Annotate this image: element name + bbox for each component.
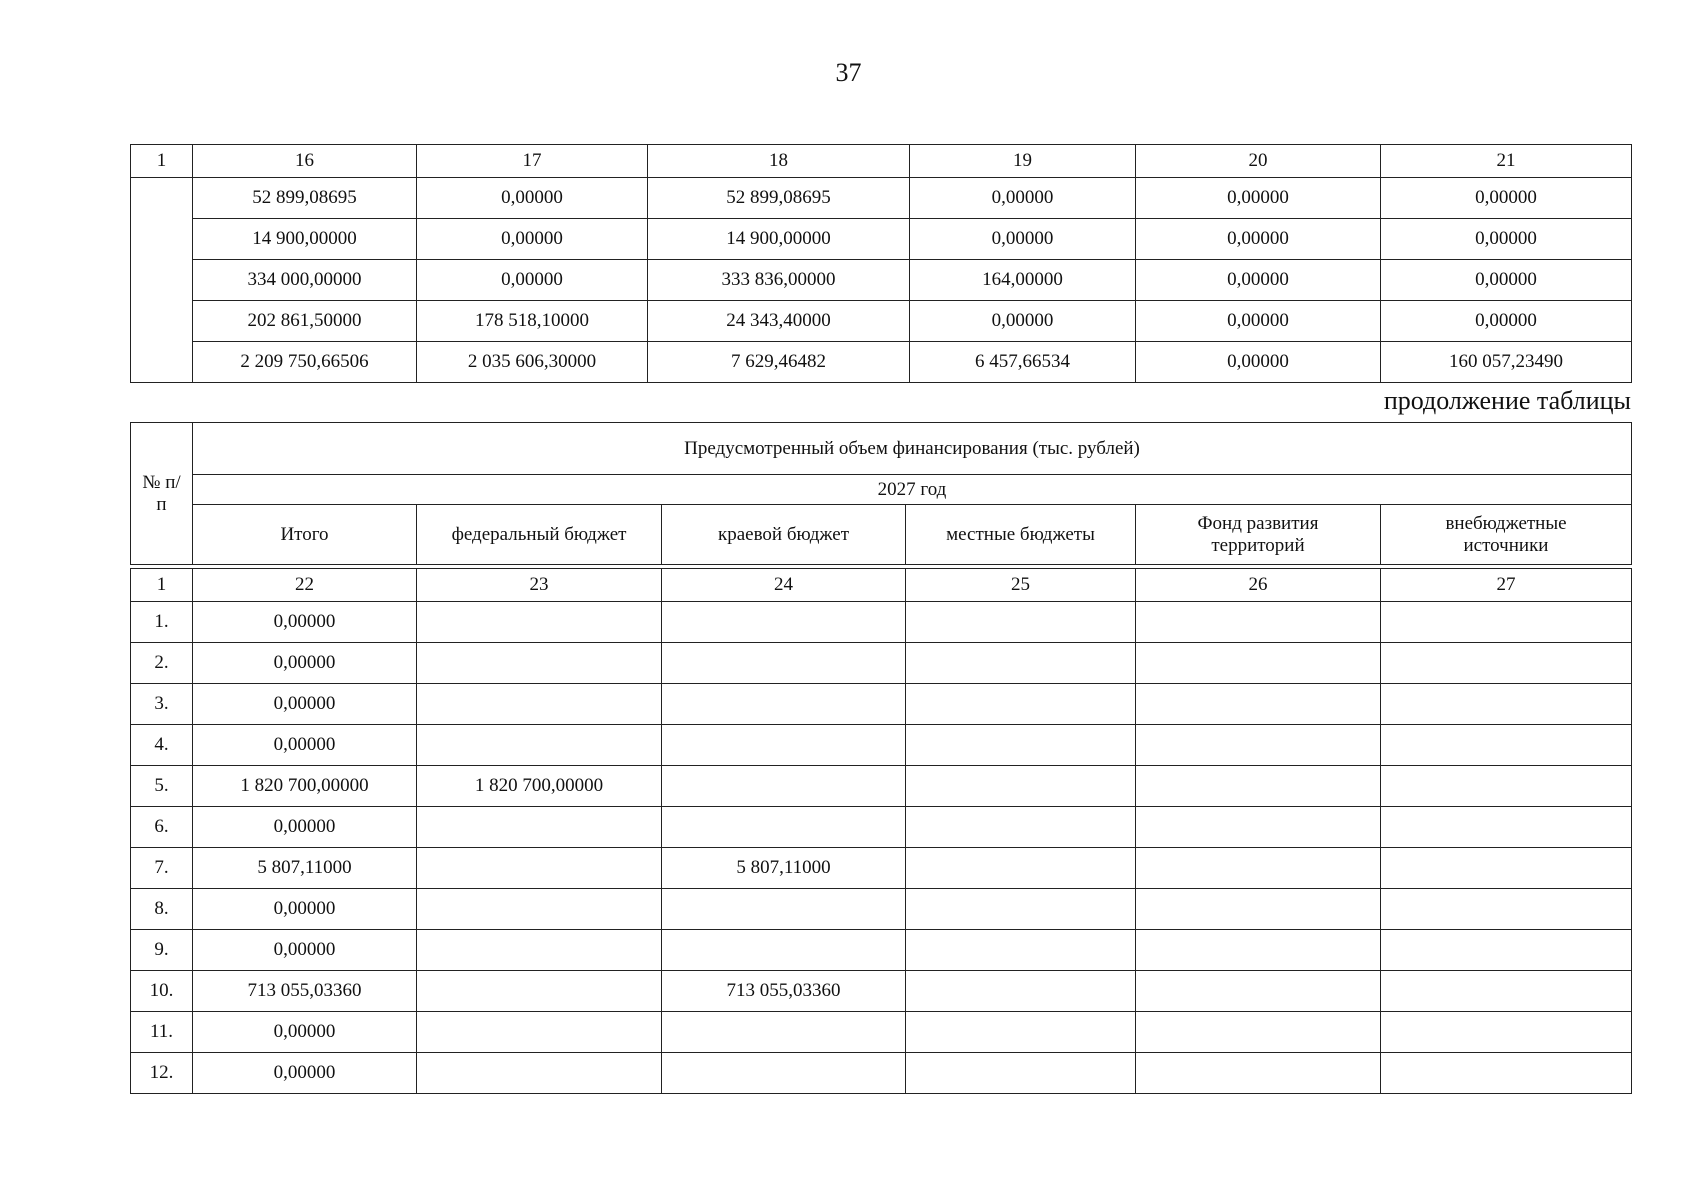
table-row bbox=[131, 1012, 1632, 1053]
table-cell: 1 820 700,00000 bbox=[417, 766, 662, 807]
table-cell bbox=[1381, 889, 1632, 930]
table-cell bbox=[1136, 971, 1381, 1012]
table-row bbox=[131, 889, 1632, 930]
table-cell bbox=[662, 684, 906, 725]
column-number: 18 bbox=[648, 145, 910, 178]
top-column-number-row bbox=[131, 145, 1632, 178]
header-row-year bbox=[131, 475, 1632, 505]
table-cell: 52 899,08695 bbox=[648, 178, 910, 219]
bottom-table bbox=[130, 422, 1632, 1094]
table-cell: 24 343,40000 bbox=[648, 301, 910, 342]
table-cell bbox=[417, 1012, 662, 1053]
table-cell bbox=[417, 807, 662, 848]
table-cell bbox=[1381, 930, 1632, 971]
column-number: 26 bbox=[1136, 569, 1381, 602]
table-cell: 6 457,66534 bbox=[910, 342, 1136, 383]
table-row bbox=[131, 1053, 1632, 1094]
column-number: 25 bbox=[906, 569, 1136, 602]
table-cell bbox=[906, 684, 1136, 725]
table-cell: 0,00000 bbox=[193, 930, 417, 971]
table-cell bbox=[662, 643, 906, 684]
table-cell: 0,00000 bbox=[417, 219, 648, 260]
table-cell: 0,00000 bbox=[910, 301, 1136, 342]
column-header-regional: краевой бюджет bbox=[662, 505, 906, 565]
table-cell: 0,00000 bbox=[1381, 178, 1632, 219]
column-number: 1 bbox=[131, 145, 193, 178]
table-cell: 713 055,03360 bbox=[193, 971, 417, 1012]
table-cell bbox=[906, 889, 1136, 930]
table-cell: 178 518,10000 bbox=[417, 301, 648, 342]
table-row bbox=[131, 342, 1632, 383]
table-cell bbox=[1381, 848, 1632, 889]
table-row bbox=[131, 684, 1632, 725]
table-row bbox=[131, 971, 1632, 1012]
table-cell bbox=[662, 807, 906, 848]
row-number-cell: 1. bbox=[131, 602, 193, 643]
table-cell: 0,00000 bbox=[1381, 260, 1632, 301]
table-row bbox=[131, 178, 1632, 219]
table-cell bbox=[417, 684, 662, 725]
table-cell bbox=[906, 930, 1136, 971]
table-row bbox=[131, 219, 1632, 260]
table-cell bbox=[1136, 807, 1381, 848]
table-cell: 0,00000 bbox=[1136, 178, 1381, 219]
column-header-extrabudgetary: внебюджетные источники bbox=[1381, 505, 1632, 565]
table-cell: 0,00000 bbox=[193, 602, 417, 643]
row-number-cell: 10. bbox=[131, 971, 193, 1012]
table-cell: 164,00000 bbox=[910, 260, 1136, 301]
column-number: 19 bbox=[910, 145, 1136, 178]
table-cell bbox=[662, 889, 906, 930]
table-cell: 5 807,11000 bbox=[662, 848, 906, 889]
table-cell: 2 209 750,66506 bbox=[193, 342, 417, 383]
table-cell: 160 057,23490 bbox=[1381, 342, 1632, 383]
table-cell: 2 035 606,30000 bbox=[417, 342, 648, 383]
row-number-cell: 2. bbox=[131, 643, 193, 684]
table-cell: 0,00000 bbox=[193, 807, 417, 848]
column-number: 22 bbox=[193, 569, 417, 602]
table-cell bbox=[417, 602, 662, 643]
table-cell bbox=[906, 1012, 1136, 1053]
header-row-columns bbox=[131, 505, 1632, 565]
table-cell: 7 629,46482 bbox=[648, 342, 910, 383]
top-table bbox=[130, 144, 1632, 383]
column-header-total: Итого bbox=[193, 505, 417, 565]
table-row bbox=[131, 930, 1632, 971]
table-row bbox=[131, 301, 1632, 342]
column-number: 17 bbox=[417, 145, 648, 178]
table-cell bbox=[417, 889, 662, 930]
table-cell: 0,00000 bbox=[910, 178, 1136, 219]
page-number: 37 bbox=[835, 58, 862, 87]
table-cell bbox=[662, 1012, 906, 1053]
table-cell bbox=[662, 930, 906, 971]
table-cell: 0,00000 bbox=[417, 178, 648, 219]
table-cell: 0,00000 bbox=[1136, 301, 1381, 342]
row-number-cell: 4. bbox=[131, 725, 193, 766]
number-header: № п/п bbox=[131, 423, 193, 565]
table-row bbox=[131, 725, 1632, 766]
row-number-cell: 8. bbox=[131, 889, 193, 930]
table-cell bbox=[417, 1053, 662, 1094]
table-cell bbox=[662, 602, 906, 643]
table-cell: 14 900,00000 bbox=[648, 219, 910, 260]
table-cell: 334 000,00000 bbox=[193, 260, 417, 301]
table-cell bbox=[662, 766, 906, 807]
table-row bbox=[131, 848, 1632, 889]
table-cell bbox=[1136, 930, 1381, 971]
row-number-cell: 3. bbox=[131, 684, 193, 725]
column-number: 24 bbox=[662, 569, 906, 602]
table-row bbox=[131, 766, 1632, 807]
table-cell bbox=[906, 643, 1136, 684]
year-header: 2027 год bbox=[193, 475, 1632, 505]
table-cell bbox=[417, 930, 662, 971]
row-number-cell: 7. bbox=[131, 848, 193, 889]
table-cell bbox=[417, 725, 662, 766]
column-number: 21 bbox=[1381, 145, 1632, 178]
column-number: 20 bbox=[1136, 145, 1381, 178]
column-header-local: местные бюджеты bbox=[906, 505, 1136, 565]
table-cell: 0,00000 bbox=[193, 889, 417, 930]
table-row bbox=[131, 260, 1632, 301]
table-cell: 1 820 700,00000 bbox=[193, 766, 417, 807]
table-cell bbox=[906, 725, 1136, 766]
table-cell: 0,00000 bbox=[417, 260, 648, 301]
bottom-table-body bbox=[131, 602, 1632, 1094]
table-cell bbox=[1381, 971, 1632, 1012]
row-number-cell: 12. bbox=[131, 1053, 193, 1094]
table-cell: 0,00000 bbox=[1136, 260, 1381, 301]
row-number-cell: 9. bbox=[131, 930, 193, 971]
table-cell bbox=[417, 971, 662, 1012]
table-cell: 0,00000 bbox=[193, 684, 417, 725]
row-number-cell: 6. bbox=[131, 807, 193, 848]
table-cell: 0,00000 bbox=[1381, 219, 1632, 260]
table-cell: 0,00000 bbox=[1381, 301, 1632, 342]
table-cell bbox=[1136, 889, 1381, 930]
header-row-funding bbox=[131, 423, 1632, 475]
table-cell: 0,00000 bbox=[910, 219, 1136, 260]
column-number: 23 bbox=[417, 569, 662, 602]
table-cell bbox=[1136, 766, 1381, 807]
table-row bbox=[131, 602, 1632, 643]
table-cell bbox=[662, 725, 906, 766]
table-cell: 0,00000 bbox=[1136, 342, 1381, 383]
continuation-label: продолжение таблицы bbox=[1383, 386, 1631, 415]
column-number: 1 bbox=[131, 569, 193, 602]
table-cell: 0,00000 bbox=[193, 725, 417, 766]
table-cell bbox=[417, 643, 662, 684]
table-cell: 713 055,03360 bbox=[662, 971, 906, 1012]
table-cell: 5 807,11000 bbox=[193, 848, 417, 889]
table-cell bbox=[906, 766, 1136, 807]
table-cell: 52 899,08695 bbox=[193, 178, 417, 219]
table-row bbox=[131, 643, 1632, 684]
table-cell: 0,00000 bbox=[193, 1012, 417, 1053]
merged-number-cell bbox=[131, 178, 193, 383]
table-cell bbox=[906, 848, 1136, 889]
table-cell: 0,00000 bbox=[193, 643, 417, 684]
table-cell bbox=[417, 848, 662, 889]
table-cell bbox=[1381, 725, 1632, 766]
table-cell bbox=[906, 807, 1136, 848]
column-number: 16 bbox=[193, 145, 417, 178]
table-cell bbox=[1136, 1012, 1381, 1053]
table-cell bbox=[1136, 684, 1381, 725]
table-cell bbox=[1136, 848, 1381, 889]
table-cell bbox=[1381, 766, 1632, 807]
row-number-cell: 5. bbox=[131, 766, 193, 807]
bottom-column-number-row bbox=[131, 569, 1632, 602]
table-cell bbox=[1381, 1012, 1632, 1053]
table-cell: 14 900,00000 bbox=[193, 219, 417, 260]
table-cell: 333 836,00000 bbox=[648, 260, 910, 301]
column-header-territory-fund: Фонд развития территорий bbox=[1136, 505, 1381, 565]
funding-title: Предусмотренный объем финансирования (тыс. рублей) bbox=[193, 423, 1632, 475]
table-cell bbox=[906, 971, 1136, 1012]
table-cell bbox=[1381, 643, 1632, 684]
table-cell bbox=[1136, 643, 1381, 684]
table-cell bbox=[1381, 807, 1632, 848]
table-cell bbox=[1136, 725, 1381, 766]
table-cell bbox=[662, 1053, 906, 1094]
table-cell bbox=[1136, 1053, 1381, 1094]
table-cell: 0,00000 bbox=[193, 1053, 417, 1094]
table-cell: 202 861,50000 bbox=[193, 301, 417, 342]
row-number-cell: 11. bbox=[131, 1012, 193, 1053]
table-cell bbox=[1381, 684, 1632, 725]
table-cell bbox=[906, 602, 1136, 643]
table-cell bbox=[1381, 1053, 1632, 1094]
column-header-federal: федеральный бюджет bbox=[417, 505, 662, 565]
table-cell: 0,00000 bbox=[1136, 219, 1381, 260]
table-cell bbox=[906, 1053, 1136, 1094]
column-number: 27 bbox=[1381, 569, 1632, 602]
table-cell bbox=[1381, 602, 1632, 643]
table-cell bbox=[1136, 602, 1381, 643]
table-row bbox=[131, 807, 1632, 848]
